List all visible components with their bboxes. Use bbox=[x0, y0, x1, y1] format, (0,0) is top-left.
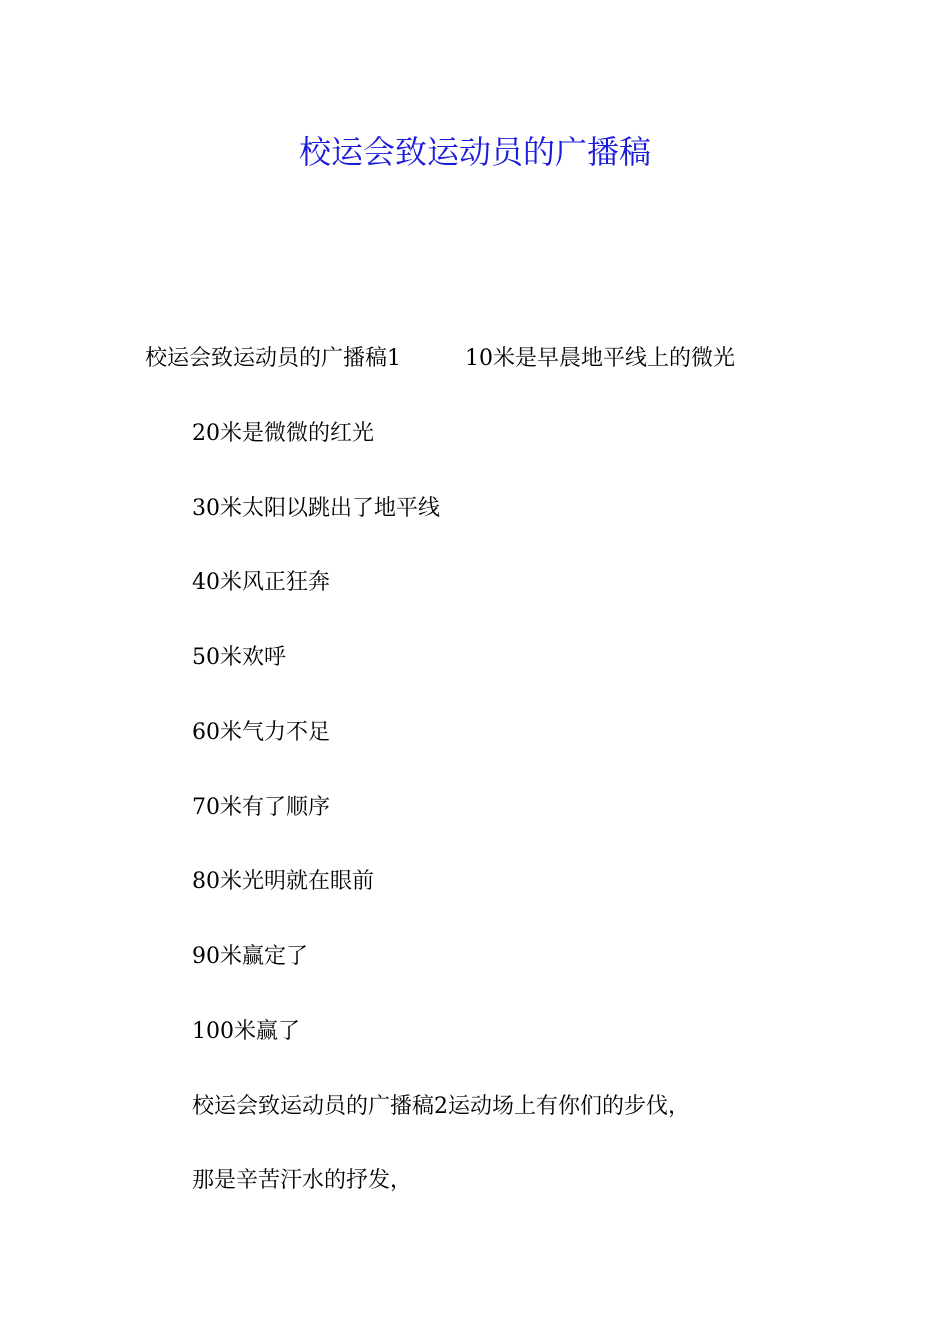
body-line-80m: 80米光明就在眼前 bbox=[192, 869, 374, 894]
body-line-30m: 30米太阳以跳出了地平线 bbox=[192, 496, 440, 521]
body-line-50m: 50米欢呼 bbox=[192, 645, 286, 670]
first-line-text: 10米是早晨地平线上的微光 bbox=[465, 346, 735, 371]
body-line-90m: 90米赢定了 bbox=[192, 944, 308, 969]
body-line-20m: 20米是微微的红光 bbox=[192, 421, 374, 446]
body-line-60m: 60米气力不足 bbox=[192, 720, 330, 745]
first-line bbox=[145, 344, 735, 374]
body-line-sweat: 那是辛苦汗水的抒发， bbox=[192, 1168, 413, 1193]
body-line-70m: 70米有了顺序 bbox=[192, 795, 330, 820]
body-line-100m: 100米赢了 bbox=[192, 1019, 300, 1044]
section-heading-1: 校运会致运动员的广播稿1 bbox=[145, 346, 401, 371]
body-line-40m: 40米风正狂奔 bbox=[192, 570, 330, 595]
page-title: 校运会致运动员的广播稿 bbox=[298, 133, 651, 171]
body-line-section-2: 校运会致运动员的广播稿2运动场上有你们的步伐， bbox=[192, 1094, 690, 1119]
